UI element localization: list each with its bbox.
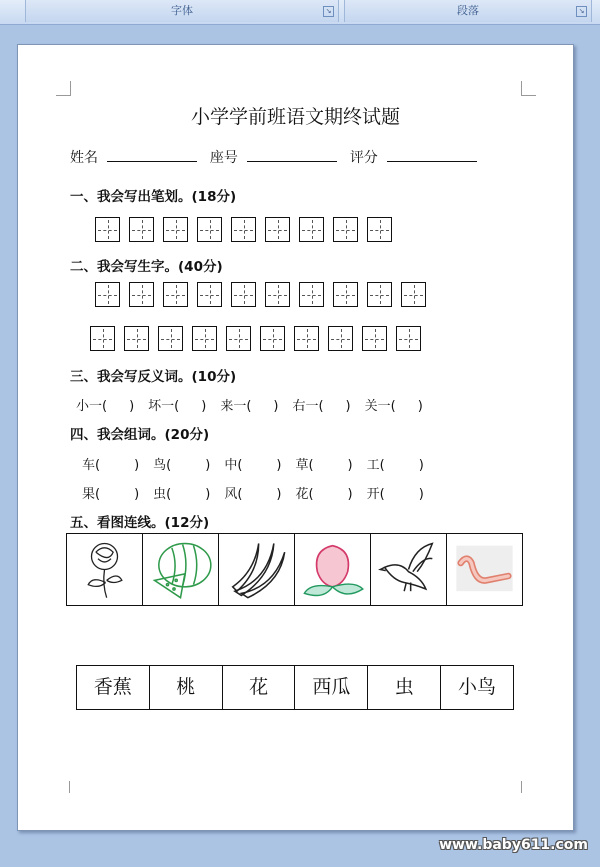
- writing-box: [333, 217, 358, 242]
- item-prompt: 风(: [224, 487, 243, 502]
- writing-box: [299, 217, 324, 242]
- name-label: 姓名: [70, 150, 98, 166]
- writing-box: [197, 282, 222, 307]
- worm-icon: [447, 534, 522, 605]
- item-prompt: 花(: [295, 487, 314, 502]
- writing-box: [231, 282, 256, 307]
- name-blank: [107, 147, 197, 162]
- writing-box: [328, 326, 353, 351]
- bird-icon: [371, 534, 447, 605]
- writing-box: [129, 282, 154, 307]
- word-group-row-2: [82, 483, 438, 502]
- score-label: 评分: [349, 150, 378, 166]
- answer-paren: ): [134, 458, 140, 473]
- item-prompt: 工(: [366, 458, 385, 473]
- section-heading-2: 二、我会写生字。(40分): [70, 259, 223, 275]
- section-heading-3: 三、我会写反义词。(10分): [70, 369, 237, 385]
- word-choice: 桃: [150, 666, 223, 709]
- writing-box: [192, 326, 217, 351]
- item-prompt: 来一(: [220, 399, 252, 414]
- peach-icon: [295, 534, 371, 605]
- character-grid-row-1: [95, 282, 435, 307]
- section-heading-1: 一、我会写出笔划。(18分): [70, 189, 237, 205]
- answer-paren: ): [347, 458, 353, 473]
- crop-mark: [56, 81, 71, 96]
- writing-box: [367, 282, 392, 307]
- writing-box: [95, 217, 120, 242]
- writing-box: [197, 217, 222, 242]
- item-prompt: 草(: [295, 458, 314, 473]
- character-grid-row-2: [90, 326, 430, 351]
- item-prompt: 右一(: [292, 399, 324, 414]
- writing-box: [401, 282, 426, 307]
- writing-box: [265, 282, 290, 307]
- watermark: www.baby611.com: [439, 837, 588, 853]
- answer-paren: ): [276, 458, 282, 473]
- answer-paren: ): [347, 487, 353, 502]
- seat-label: 座号: [209, 150, 238, 166]
- answer-paren: ): [129, 399, 135, 414]
- dialog-launcher-icon[interactable]: ↘: [323, 6, 334, 17]
- answer-paren: ): [205, 487, 211, 502]
- item-prompt: 坏一(: [148, 399, 180, 414]
- word-choice: 虫: [368, 666, 441, 709]
- writing-box: [362, 326, 387, 351]
- item-prompt: 关一(: [364, 399, 396, 414]
- watermelon-icon: [143, 534, 219, 605]
- answer-paren: ): [417, 399, 423, 414]
- answer-paren: ): [418, 458, 424, 473]
- writing-box: [260, 326, 285, 351]
- word-group-row-1: [82, 454, 438, 473]
- ribbon-group-font-label: 字体: [171, 4, 193, 17]
- word-choice: 花: [223, 666, 296, 709]
- writing-box: [333, 282, 358, 307]
- crop-mark: [521, 781, 536, 793]
- item-prompt: 果(: [82, 487, 101, 502]
- ribbon-bar: [0, 0, 600, 25]
- writing-box: [90, 326, 115, 351]
- answer-paren: ): [134, 487, 140, 502]
- writing-box: [129, 217, 154, 242]
- item-prompt: 中(: [224, 458, 243, 473]
- student-info-line: [70, 147, 477, 167]
- writing-box: [163, 217, 188, 242]
- answer-paren: ): [345, 399, 351, 414]
- dialog-launcher-icon[interactable]: ↘: [576, 6, 587, 17]
- banana-icon: [219, 534, 295, 605]
- word-choice: 小鸟: [458, 676, 497, 698]
- picture-row: [66, 533, 523, 606]
- writing-box: [294, 326, 319, 351]
- flower-icon: [67, 534, 143, 605]
- writing-box: [124, 326, 149, 351]
- page-title: 小学学前班语文期终试题: [190, 106, 400, 128]
- writing-box: [299, 282, 324, 307]
- item-prompt: 小一(: [76, 399, 108, 414]
- ribbon-group-font: [25, 0, 339, 22]
- writing-box: [231, 217, 256, 242]
- stroke-grid: [95, 217, 401, 242]
- item-prompt: 开(: [366, 487, 385, 502]
- writing-box: [367, 217, 392, 242]
- section-heading-4: 四、我会组词。(20分): [70, 427, 210, 443]
- section-heading-5: 五、看图连线。(12分): [70, 515, 210, 531]
- writing-box: [396, 326, 421, 351]
- ribbon-group-paragraph-label: 段落: [457, 4, 479, 17]
- answer-paren: ): [276, 487, 282, 502]
- antonym-row: [76, 395, 437, 414]
- document-page[interactable]: [17, 44, 574, 831]
- item-prompt: 车(: [82, 458, 101, 473]
- writing-box: [163, 282, 188, 307]
- item-prompt: 虫(: [153, 487, 172, 502]
- crop-mark: [69, 781, 84, 793]
- writing-box: [158, 326, 183, 351]
- answer-paren: ): [205, 458, 211, 473]
- ribbon-group-paragraph: [344, 0, 592, 22]
- word-choice: 香蕉: [77, 666, 150, 709]
- crop-mark: [521, 81, 536, 96]
- word-choice-row: [76, 665, 514, 710]
- answer-paren: ): [418, 487, 424, 502]
- word-choice: 西瓜: [295, 666, 368, 709]
- score-blank: [387, 147, 477, 162]
- writing-box: [265, 217, 290, 242]
- writing-box: [95, 282, 120, 307]
- answer-paren: ): [201, 399, 207, 414]
- seat-blank: [247, 147, 337, 162]
- writing-box: [226, 326, 251, 351]
- item-prompt: 鸟(: [153, 458, 172, 473]
- answer-paren: ): [273, 399, 279, 414]
